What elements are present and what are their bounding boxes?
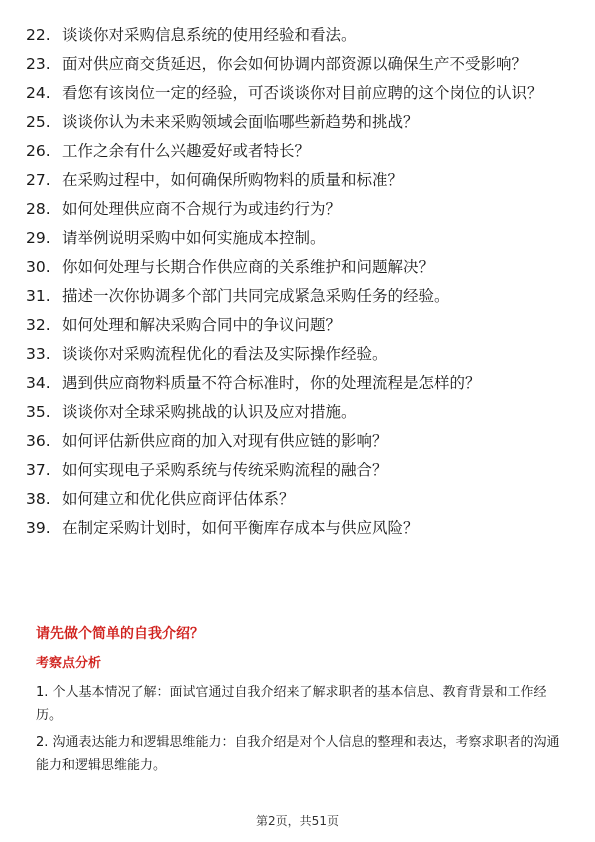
section-subtitle: 考察点分析 [36, 656, 102, 671]
question-number: 33. [26, 345, 51, 363]
question-text: 你如何处理与长期合作供应商的关系维护和问题解决？ [62, 258, 435, 276]
question-number: 37. [26, 461, 51, 479]
question-text: 遇到供应商物料质量不符合标准时，你的处理流程是怎样的？ [62, 374, 481, 392]
question-number: 28. [26, 200, 51, 218]
question-item [26, 285, 566, 307]
question-number: 39. [26, 519, 51, 537]
question-text: 描述一次你协调多个部门共同完成紧急采购任务的经验。 [62, 287, 450, 305]
question-number: 25. [26, 113, 51, 131]
question-item [26, 488, 566, 510]
question-text: 谈谈你对采购流程优化的看法及实际操作经验。 [62, 345, 388, 363]
question-item [26, 314, 566, 336]
question-item [26, 198, 566, 220]
question-number: 26. [26, 142, 51, 160]
question-item [26, 517, 566, 539]
question-item [26, 256, 566, 278]
question-number: 27. [26, 171, 51, 189]
analysis-paragraph: 1. 个人基本情况了解：面试官通过自我介绍来了解求职者的基本信息、教育背景和工作经历。 [36, 685, 547, 723]
question-number: 35. [26, 403, 51, 421]
section-title: 请先做个简单的自我介绍？ [36, 626, 204, 642]
question-text: 看您有该岗位一定的经验，可否谈谈你对目前应聘的这个岗位的认识？ [62, 84, 543, 102]
question-text: 面对供应商交货延迟，你会如何协调内部资源以确保生产不受影响？ [62, 55, 528, 73]
question-text: 谈谈你认为未来采购领域会面临哪些新趋势和挑战？ [62, 113, 419, 131]
question-number: 22. [26, 26, 51, 44]
question-text: 在制定采购计划时，如何平衡库存成本与供应风险？ [62, 519, 419, 537]
question-number: 23. [26, 55, 51, 73]
question-number: 31. [26, 287, 51, 305]
question-item [26, 111, 566, 133]
question-number: 36. [26, 432, 51, 450]
question-text: 如何处理供应商不合规行为或违约行为？ [62, 200, 342, 218]
question-item [26, 372, 566, 394]
self-intro-section [36, 624, 566, 781]
page-footer: 第2页，共51页 [256, 814, 339, 828]
question-text: 如何实现电子采购系统与传统采购流程的融合？ [62, 461, 388, 479]
question-number: 24. [26, 84, 51, 102]
question-text: 如何处理和解决采购合同中的争议问题？ [62, 316, 342, 334]
question-item [26, 169, 566, 191]
question-text: 如何评估新供应商的加入对现有供应链的影响？ [62, 432, 388, 450]
question-item [26, 401, 566, 423]
question-item [26, 227, 566, 249]
question-text: 谈谈你对全球采购挑战的认识及应对措施。 [62, 403, 357, 421]
question-item [26, 24, 566, 46]
question-number: 38. [26, 490, 51, 508]
question-text: 在采购过程中，如何确保所购物料的质量和标准？ [62, 171, 404, 189]
question-text: 谈谈你对采购信息系统的使用经验和看法。 [62, 26, 357, 44]
question-item [26, 53, 566, 75]
question-number: 34. [26, 374, 51, 392]
question-item [26, 140, 566, 162]
question-item [26, 82, 566, 104]
question-list [26, 24, 566, 546]
question-text: 工作之余有什么兴趣爱好或者特长？ [62, 142, 311, 160]
analysis-paragraph: 2. 沟通表达能力和逻辑思维能力：自我介绍是对个人信息的整理和表达，考察求职者的沟通能力和逻辑思维能力。 [36, 735, 560, 773]
question-item [26, 343, 566, 365]
question-text: 如何建立和优化供应商评估体系？ [62, 490, 295, 508]
question-number: 30. [26, 258, 51, 276]
question-item [26, 459, 566, 481]
question-number: 29. [26, 229, 51, 247]
question-number: 32. [26, 316, 51, 334]
question-text: 请举例说明采购中如何实施成本控制。 [62, 229, 326, 247]
question-item [26, 430, 566, 452]
